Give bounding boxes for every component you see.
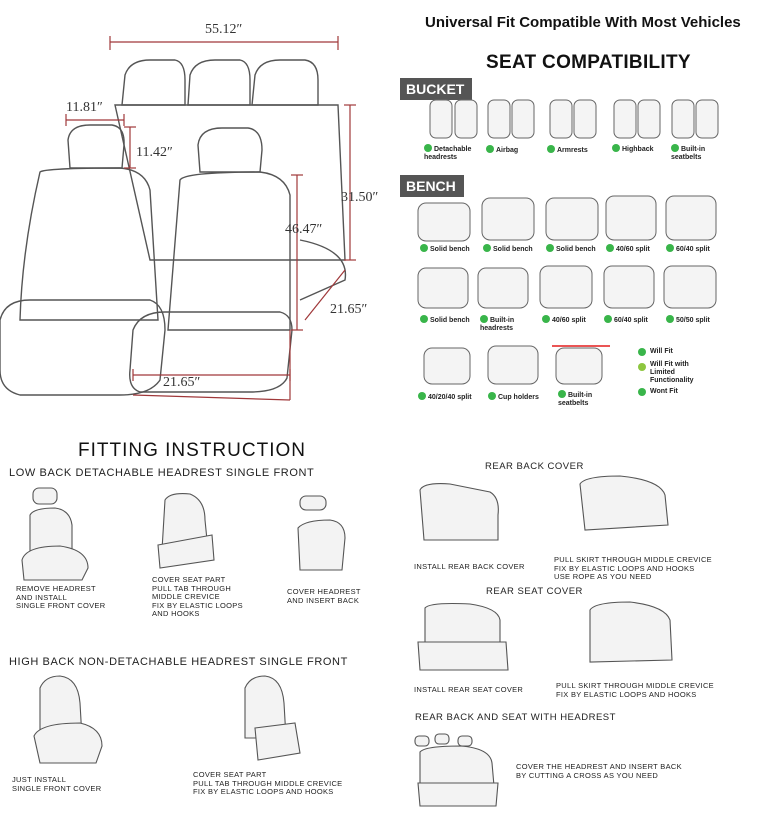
bucket-tag: BUCKET xyxy=(400,78,472,100)
bench-r1-c4: 40/60 split xyxy=(606,244,650,254)
bench-r1-c2: Solid bench xyxy=(483,244,533,254)
fitting-instruction-title: FITTING INSTRUCTION xyxy=(78,440,306,461)
dim-rear-height: 31.50″ xyxy=(341,190,379,205)
low-step-3: COVER HEADREST AND INSERT BACK xyxy=(287,587,361,605)
legend-limited-icon xyxy=(638,363,646,371)
bench-r3-c3: Built-in seatbelts xyxy=(558,392,593,407)
rear-back-illustrations xyxy=(410,470,768,560)
high-step-1: JUST INSTALL SINGLE FRONT COVER xyxy=(12,775,102,793)
universal-fit-title: Universal Fit Compatible With Most Vehicles xyxy=(425,14,741,31)
bench-r2-c5: 50/50 split xyxy=(666,315,710,325)
high-back-heading: HIGH BACK NON-DETACHABLE HEADREST SINGLE FRONT xyxy=(9,656,348,668)
high-step-2: COVER SEAT PART PULL TAB THROUGH MIDDLE CREVICE FIX BY ELASTIC LOOPS AND HOOKS xyxy=(193,770,343,796)
legend-limited: Will Fit with Limited Functionality xyxy=(650,361,694,384)
rear-back-cover-heading: REAR BACK COVER xyxy=(485,461,584,472)
seat-dimension-diagram xyxy=(0,0,400,420)
bench-r3-c2: Cup holders xyxy=(488,392,539,402)
rear-back-seat-headrest-heading: REAR BACK AND SEAT WITH HEADREST xyxy=(415,712,616,723)
seat-compatibility-panel xyxy=(400,48,730,418)
low-step-1: REMOVE HEADREST AND INSTALL SINGLE FRONT COVER xyxy=(16,584,106,610)
rear-seat-step-1: INSTALL REAR SEAT COVER xyxy=(414,685,524,694)
bench-r2-c2: Built-in headrests xyxy=(480,317,515,332)
rear-headrest-step: COVER THE HEADREST AND INSERT BACK BY CUTTING A CROSS AS YOU NEED xyxy=(516,762,682,780)
dim-rear-depth: 21.65″ xyxy=(330,302,368,317)
low-back-heading: LOW BACK DETACHABLE HEADREST SINGLE FRONT xyxy=(9,467,315,479)
compatibility-title: SEAT COMPATIBILITY xyxy=(486,52,691,73)
legend-will-fit: Will Fit xyxy=(650,348,673,355)
legend-wont-fit-icon xyxy=(638,388,646,396)
rear-back-step-1: INSTALL REAR BACK COVER xyxy=(414,562,525,571)
bench-r2-c4: 60/40 split xyxy=(604,315,648,325)
dim-headrest-height: 11.42″ xyxy=(136,145,173,160)
dim-front-back-height: 46.47″ xyxy=(285,222,323,237)
bench-r2-c1: Solid bench xyxy=(420,315,470,325)
rear-seat-illustrations xyxy=(410,600,768,690)
bench-r1-c3: Solid bench xyxy=(546,244,596,254)
rear-headrest-illustration xyxy=(410,728,530,818)
low-step-2: COVER SEAT PART PULL TAB THROUGH MIDDLE CREVICE FIX BY ELASTIC LOOPS AND HOOKS xyxy=(152,575,243,618)
legend-wont-fit: Wont Fit xyxy=(650,388,678,395)
bench-r1-c1: Solid bench xyxy=(420,244,470,254)
bench-r2-c3: 40/60 split xyxy=(542,315,586,325)
rear-seat-cover-heading: REAR SEAT COVER xyxy=(486,586,583,597)
bucket-caption-2: Airbag xyxy=(486,145,518,155)
bucket-caption-1: Detachable headrests xyxy=(424,146,472,161)
bucket-caption-4: Highback xyxy=(612,144,654,154)
bench-r3-c1: 40/20/40 split xyxy=(418,392,472,402)
bucket-caption-5: Built-in seatbelts xyxy=(671,146,706,161)
rear-seat-step-2: PULL SKIRT THROUGH MIDDLE CREVICE FIX BY ELASTIC LOOPS AND HOOKS xyxy=(556,681,714,699)
bucket-caption-3: Armrests xyxy=(547,145,588,155)
bench-r1-c5: 60/40 split xyxy=(666,244,710,254)
dim-seat-width: 21.65″ xyxy=(163,375,201,390)
rear-back-step-2: PULL SKIRT THROUGH MIDDLE CREVICE FIX BY ELASTIC LOOPS AND HOOKS USE ROPE AS YOU NEED xyxy=(554,555,712,581)
dim-width-total: 55.12″ xyxy=(205,22,243,37)
dim-headrest-width: 11.81″ xyxy=(66,100,103,115)
bench-tag: BENCH xyxy=(400,175,464,197)
legend-will-fit-icon xyxy=(638,348,646,356)
